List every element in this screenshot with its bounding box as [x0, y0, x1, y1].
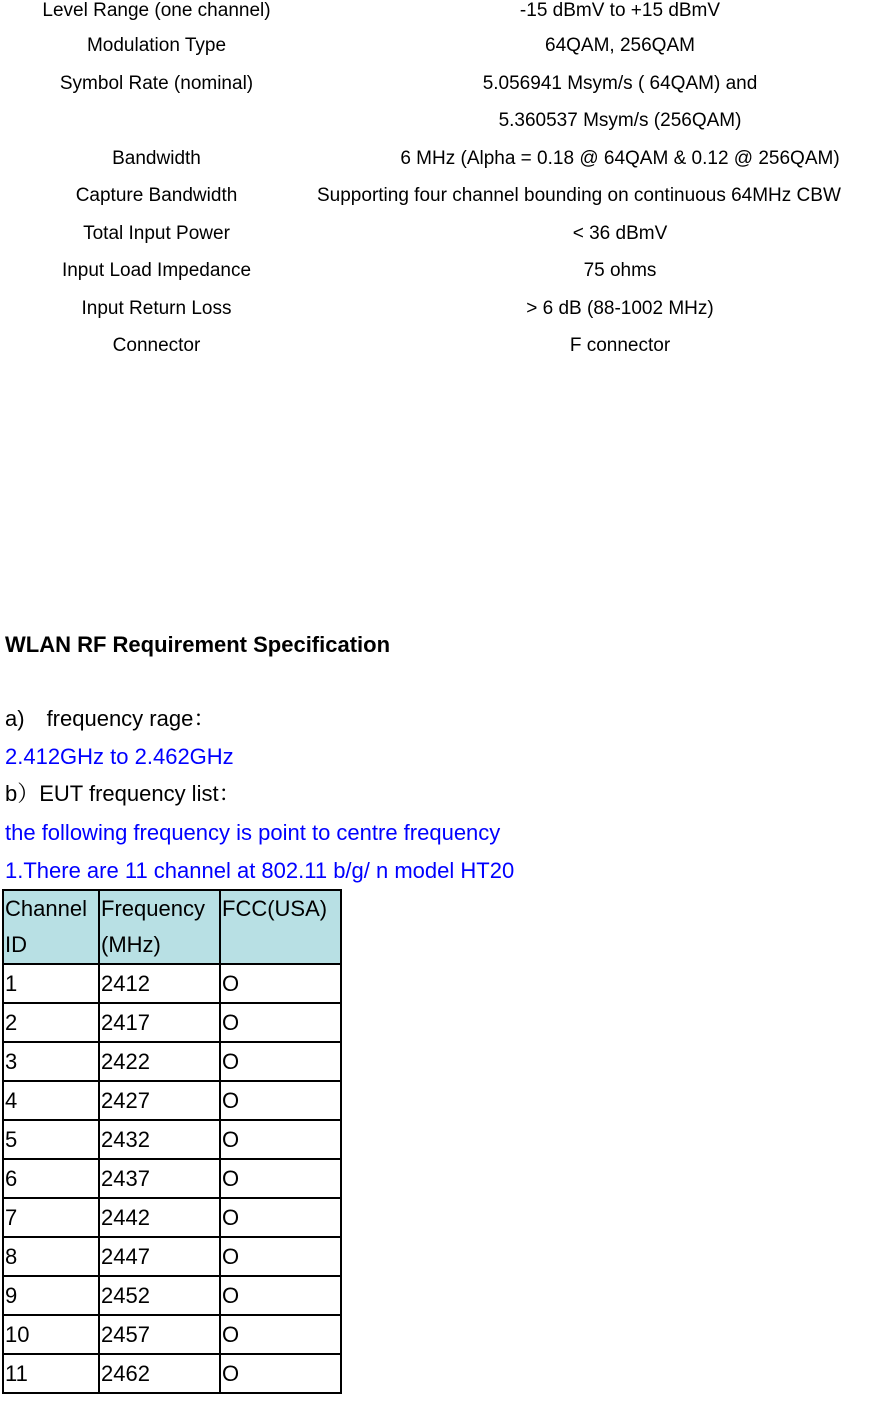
cell-frequency: 2417 — [99, 1003, 220, 1042]
table-row — [3, 1198, 341, 1237]
spec-label: Input Return Loss — [81, 298, 232, 319]
table-row — [3, 1315, 341, 1354]
cell-fcc: O — [220, 1159, 341, 1198]
spec-label: Total Input Power — [83, 223, 230, 244]
spec-row-input-load-impedance — [0, 260, 890, 298]
table-row — [3, 1120, 341, 1159]
table-row — [3, 1276, 341, 1315]
spec-row-bandwidth — [0, 148, 890, 186]
cell-frequency: 2447 — [99, 1237, 220, 1276]
cell-fcc: O — [220, 1120, 341, 1159]
spec-row-connector — [0, 335, 890, 373]
spec-label: Bandwidth — [112, 148, 201, 169]
spec-row-total-input-power — [0, 223, 890, 261]
spec-row-level-range — [0, 0, 890, 38]
spec-label: Connector — [112, 335, 201, 356]
cell-frequency: 2442 — [99, 1198, 220, 1237]
cell-channel: 4 — [3, 1081, 99, 1120]
table-row — [3, 1003, 341, 1042]
frequency-note: the following frequency is point to centre frequency — [5, 820, 501, 845]
cell-frequency: 2412 — [99, 964, 220, 1003]
spec-value: 64QAM, 256QAM — [545, 35, 695, 56]
spec-row-modulation-type — [0, 35, 890, 73]
spec-value: -15 dBmV to +15 dBmV — [519, 0, 721, 21]
spec-label: Modulation Type — [86, 35, 227, 56]
cell-fcc: O — [220, 1276, 341, 1315]
table-row — [3, 1237, 341, 1276]
spec-row-input-return-loss — [0, 298, 890, 336]
table-header-row — [3, 890, 341, 964]
table-row — [3, 1042, 341, 1081]
channel-intro: 1.There are 11 channel at 802.11 b/g/ n model HT20 — [5, 858, 515, 883]
header-frequency: Frequency (MHz) — [99, 890, 220, 964]
cell-fcc: O — [220, 1198, 341, 1237]
spec-row-symbol-rate — [0, 73, 890, 111]
cell-channel: 1 — [3, 964, 99, 1003]
cell-fcc: O — [220, 1315, 341, 1354]
channel-table — [2, 889, 342, 1394]
header-channel-id: Channel ID — [3, 890, 99, 964]
spec-label: Input Load Impedance — [61, 260, 252, 281]
item-a — [5, 706, 215, 732]
cell-fcc: O — [220, 1003, 341, 1042]
cell-channel: 3 — [3, 1042, 99, 1081]
cell-fcc: O — [220, 1354, 341, 1393]
spec-value: 75 ohms — [583, 260, 657, 281]
table-row — [3, 1081, 341, 1120]
section-title: WLAN RF Requirement Specification — [5, 632, 391, 657]
spec-value: Supporting four channel bounding on continuous 64MHz CBW — [317, 185, 841, 206]
cell-frequency: 2422 — [99, 1042, 220, 1081]
cell-channel: 6 — [3, 1159, 99, 1198]
item-b-label: b）EUT frequency list： — [5, 781, 241, 806]
cell-frequency: 2432 — [99, 1120, 220, 1159]
spec-label: Symbol Rate (nominal) — [59, 73, 254, 94]
header-fcc: FCC(USA) — [220, 890, 341, 964]
spec-value: 6 MHz (Alpha = 0.18 @ 64QAM & 0.12 @ 256QAM) — [400, 148, 840, 169]
cell-frequency: 2462 — [99, 1354, 220, 1393]
spec-label: Capture Bandwidth — [75, 185, 238, 206]
cell-channel: 5 — [3, 1120, 99, 1159]
cell-channel: 11 — [3, 1354, 99, 1393]
item-a-value: 2.412GHz to 2.462GHz — [5, 744, 234, 769]
spec-row-symbol-rate-cont — [0, 110, 890, 148]
cell-frequency: 2452 — [99, 1276, 220, 1315]
cell-channel: 2 — [3, 1003, 99, 1042]
spec-value: > 6 dB (88-1002 MHz) — [526, 298, 714, 319]
cell-fcc: O — [220, 964, 341, 1003]
cell-fcc: O — [220, 1237, 341, 1276]
spec-value: F connector — [569, 335, 671, 356]
table-row — [3, 1159, 341, 1198]
spec-value: 5.360537 Msym/s (256QAM) — [498, 110, 742, 131]
item-a-label: frequency rage： — [46, 706, 216, 731]
spec-value: 5.056941 Msym/s ( 64QAM) and — [482, 73, 758, 94]
table-row — [3, 1354, 341, 1393]
spec-label: Level Range (one channel) — [42, 0, 271, 21]
cell-frequency: 2437 — [99, 1159, 220, 1198]
spec-value: < 36 dBmV — [572, 223, 668, 244]
item-a-prefix: a) — [5, 706, 25, 731]
cell-channel: 9 — [3, 1276, 99, 1315]
table-row — [3, 964, 341, 1003]
cell-frequency: 2427 — [99, 1081, 220, 1120]
spec-row-capture-bandwidth — [0, 185, 890, 223]
cell-channel: 7 — [3, 1198, 99, 1237]
cell-channel: 10 — [3, 1315, 99, 1354]
cell-fcc: O — [220, 1042, 341, 1081]
cell-fcc: O — [220, 1081, 341, 1120]
cell-channel: 8 — [3, 1237, 99, 1276]
cell-frequency: 2457 — [99, 1315, 220, 1354]
